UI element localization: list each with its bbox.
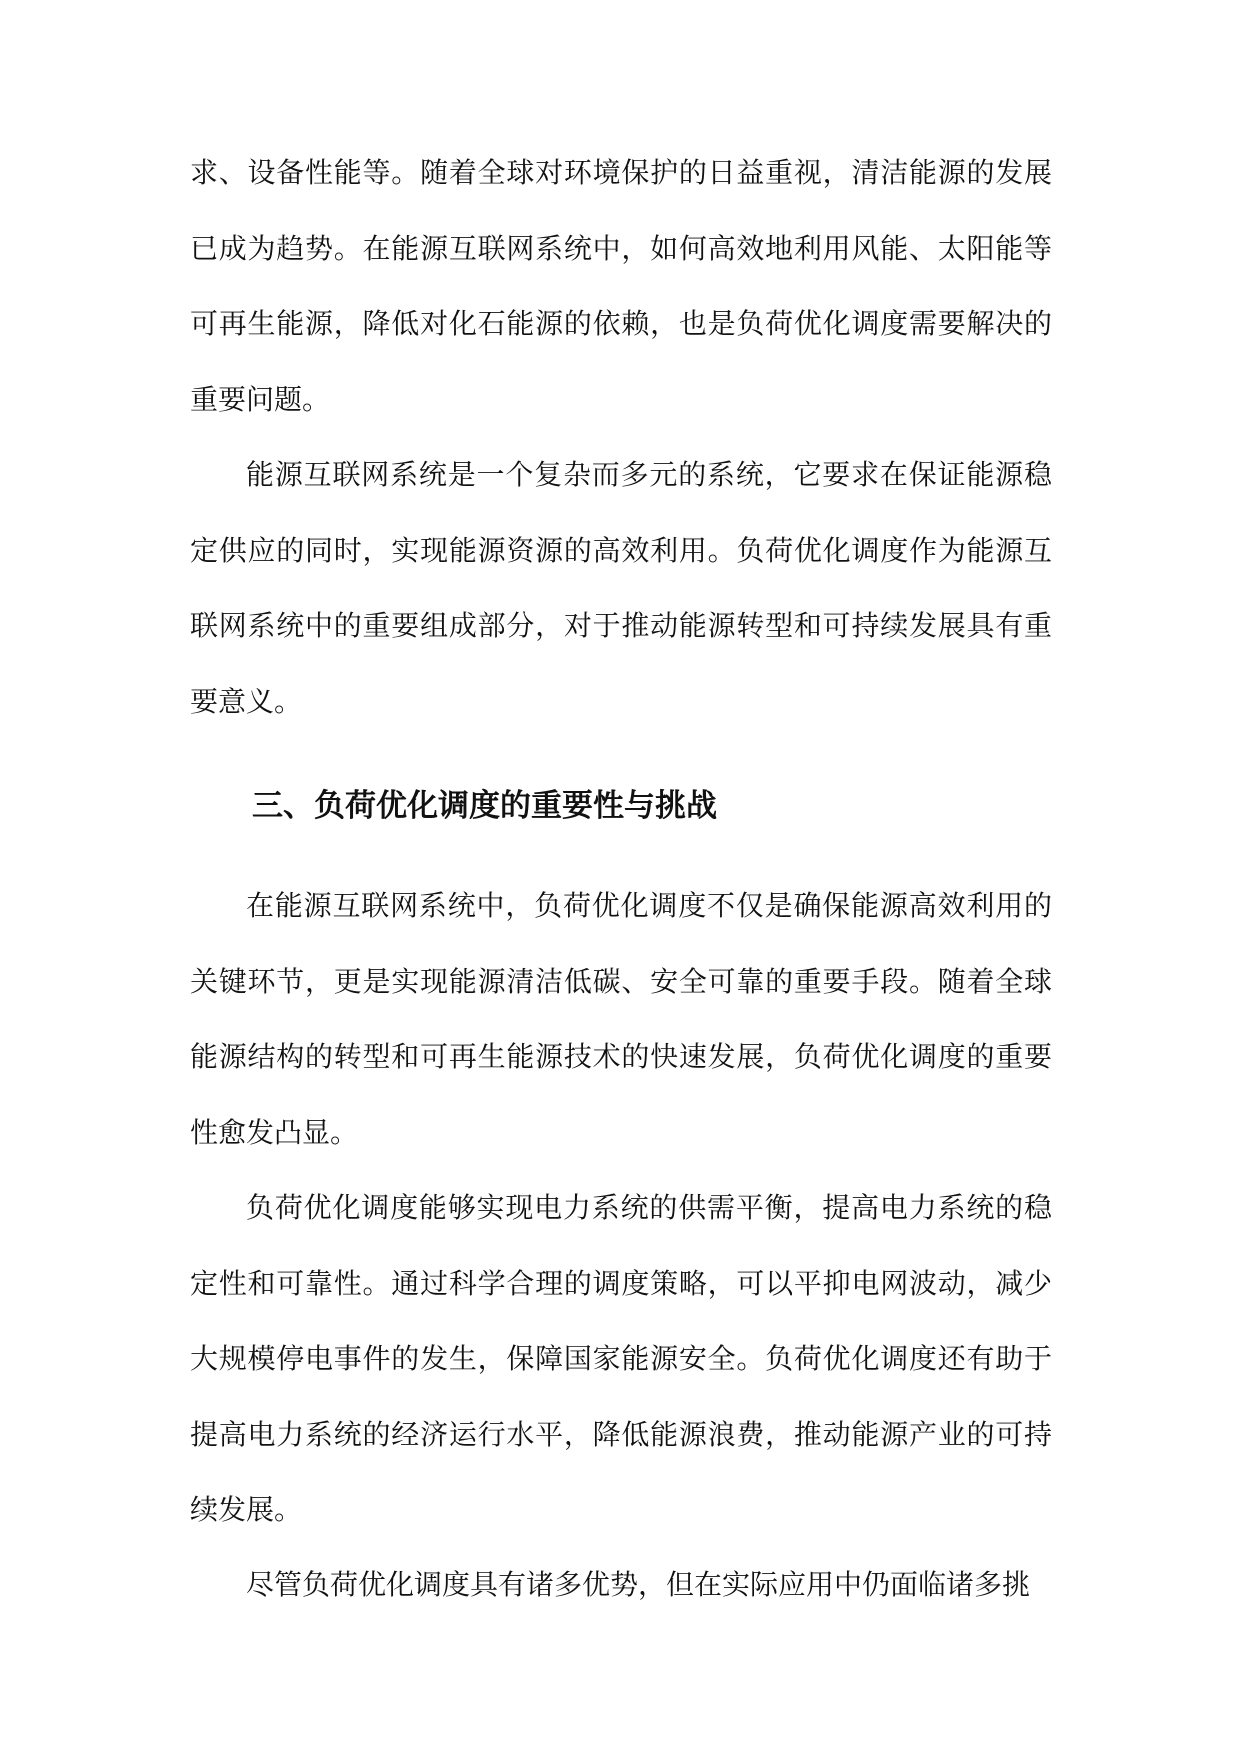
paragraph-challenges: 尽管负荷优化调度具有诸多优势，但在实际应用中仍面临诸多挑 <box>246 1568 1031 1601</box>
paragraph-continued: 求、设备性能等。随着全球对环境保护的日益重视，清洁能源的发展已成为趋势。在能源互联网系统中，如何高效地利用风能、太阳能等可再生能源，降低对化石能源的依赖，也是负荷优化调度需要解决的重要问题。 <box>190 156 1052 416</box>
paragraph-supply-demand-balance: 负荷优化调度能够实现电力系统的供需平衡，提高电力系统的稳定性和可靠性。通过科学合理的调度策略，可以平抑电网波动，减少大规模停电事件的发生，保障国家能源安全。负荷优化调度还有助于提高电力系统的经济运行水平，降低能源浪费，推动能源产业的可持续发展。 <box>190 1191 1052 1526</box>
section-heading: 三、负荷优化调度的重要性与挑战 <box>252 788 717 824</box>
paragraph-energy-internet-system: 能源互联网系统是一个复杂而多元的系统，它要求在保证能源稳定供应的同时，实现能源资源的高效利用。负荷优化调度作为能源互联网系统中的重要组成部分，对于推动能源转型和可持续发展具有重要意义。 <box>190 458 1052 718</box>
paragraph-importance: 在能源互联网系统中，负荷优化调度不仅是确保能源高效利用的关键环节，更是实现能源清洁低碳、安全可靠的重要手段。随着全球能源结构的转型和可再生能源技术的快速发展，负荷优化调度的重要性愈发凸显。 <box>190 889 1052 1149</box>
